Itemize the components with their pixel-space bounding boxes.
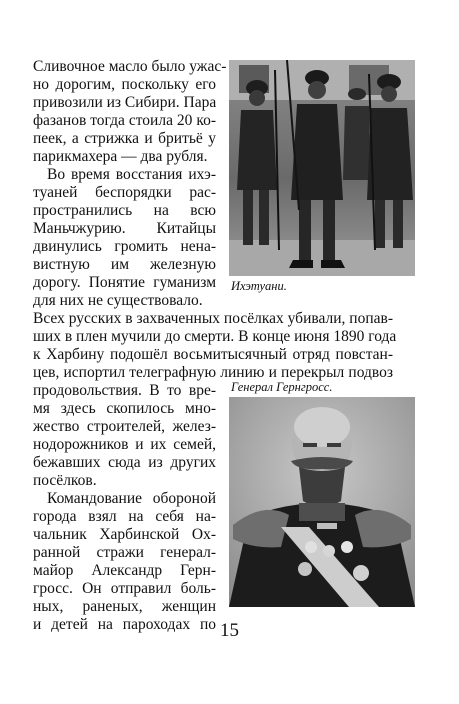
text-line: двинулись громить нена- [33, 238, 216, 255]
text-line: мя здесь скопилось мно- [33, 400, 216, 417]
text-line: привозили из Сибири. Пара [33, 94, 217, 111]
text-line: вистную им железную [33, 256, 216, 273]
text-line: парикмахера — два рубля. [33, 148, 208, 165]
text-line: пеек, а стрижка и бритьё у [33, 130, 216, 147]
text-line: чальник Харбинской Ох- [33, 526, 216, 543]
text-line: цев, испортил телеграфную линию и перекрыл подвоз [33, 364, 393, 381]
text-line: нодорожников и их семей, [33, 436, 216, 453]
text-line: Во время восстания ихэ- [47, 166, 216, 183]
text-line: Командование обороной [47, 490, 216, 507]
text-line: ранной стражи генерал- [33, 544, 216, 561]
text-line: посёлков. [33, 472, 97, 489]
text-line: фазанов тогда стоила 20 ко- [33, 112, 216, 129]
text-line: туаней беспорядки рас- [33, 184, 216, 201]
text-line: Маньчжурию. Китайцы [33, 220, 216, 237]
text-line: Всех русских в захваченных посёлках убивали, попав- [33, 310, 393, 327]
text-line: жество строителей, желез- [33, 418, 216, 435]
text-line: для них не существовало. [33, 292, 203, 309]
text-line: гросс. Он отправил боль- [33, 580, 216, 597]
general-portrait-photo [229, 397, 415, 607]
yihetuan-photo [229, 60, 415, 276]
text-line: к Харбину подошёл восьмитысячный отряд повстан- [33, 346, 393, 363]
text-line: Сливочное масло было ужас- [33, 58, 227, 75]
text-line: ных, раненых, женщин [33, 598, 216, 615]
text-line: продовольствия. В то вре- [33, 382, 216, 399]
text-line: майор Александр Герн- [33, 562, 216, 579]
text-line: но дорогим, поскольку его [33, 76, 216, 93]
text-line: пространились на всю [33, 202, 216, 219]
photo-caption: Генерал Гернгросс. [231, 380, 333, 394]
text-line: ших в плен мучили до смерти. В конце июня 1890 года [33, 328, 397, 345]
text-line: дорогу. Понятие гуманизм [33, 274, 216, 291]
text-line: и детей на пароходах по [33, 616, 216, 633]
text-line: бежавших сюда из других [33, 454, 216, 471]
text-line: города взял на себя на- [33, 508, 216, 525]
page-number: 15 [220, 620, 239, 641]
photo-caption: Ихэтуани. [231, 279, 287, 293]
